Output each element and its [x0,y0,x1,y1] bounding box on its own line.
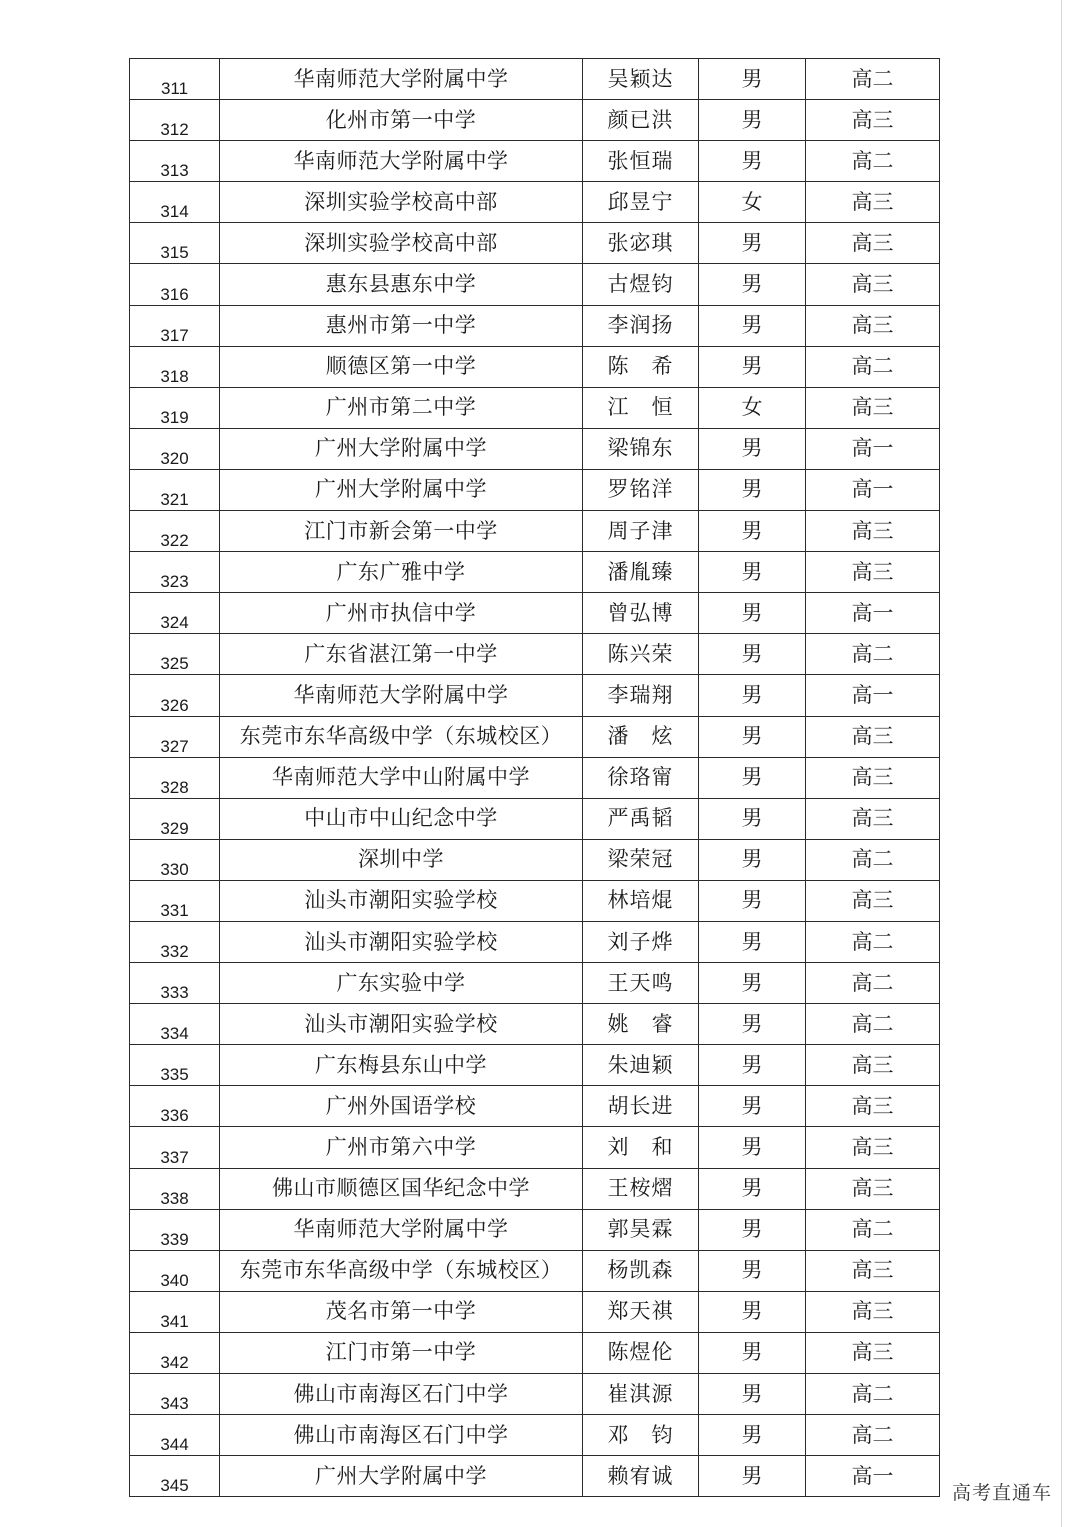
table-row [130,1374,940,1415]
grade-cell: 高二 [806,839,940,880]
student-name-cell: 王桉熠 [583,1168,699,1209]
student-name-cell: 梁锦东 [583,428,699,469]
grade-cell: 高三 [806,511,940,552]
student-name-cell: 陈兴荣 [583,634,699,675]
row-number-cell: 321 [130,469,220,510]
gender-cell: 男 [699,880,806,921]
row-number-cell: 314 [130,182,220,223]
grade-cell: 高二 [806,59,940,100]
table-row [130,1415,940,1456]
table-row [130,1086,940,1127]
school-name-cell: 顺德区第一中学 [220,346,583,387]
table-row [130,305,940,346]
gender-cell: 男 [699,552,806,593]
gender-cell: 男 [699,1209,806,1250]
student-name-cell: 陈 希 [583,346,699,387]
row-number-cell: 311 [130,59,220,100]
grade-cell: 高三 [806,1291,940,1332]
student-name-cell: 徐珞甯 [583,757,699,798]
school-name-cell: 东莞市东华高级中学（东城校区） [220,1250,583,1291]
gender-cell: 男 [699,716,806,757]
student-name-cell: 郭昊霖 [583,1209,699,1250]
grade-cell: 高三 [806,798,940,839]
gender-cell: 男 [699,1168,806,1209]
school-name-cell: 化州市第一中学 [220,100,583,141]
school-name-cell: 华南师范大学中山附属中学 [220,757,583,798]
gender-cell: 男 [699,921,806,962]
grade-cell: 高三 [806,223,940,264]
table-row [130,716,940,757]
grade-cell: 高一 [806,675,940,716]
gender-cell: 男 [699,511,806,552]
table-row [130,798,940,839]
table-row [130,1332,940,1373]
school-name-cell: 茂名市第一中学 [220,1291,583,1332]
table-row [130,59,940,100]
student-name-cell: 吴颖达 [583,59,699,100]
school-name-cell: 东莞市东华高级中学（东城校区） [220,716,583,757]
grade-cell: 高一 [806,1456,940,1497]
row-number-cell: 333 [130,963,220,1004]
table-row [130,757,940,798]
gender-cell: 男 [699,634,806,675]
student-name-cell: 杨凯森 [583,1250,699,1291]
gender-cell: 男 [699,1045,806,1086]
school-name-cell: 佛山市南海区石门中学 [220,1374,583,1415]
gender-cell: 男 [699,305,806,346]
gender-cell: 男 [699,839,806,880]
grade-cell: 高三 [806,1086,940,1127]
gender-cell: 男 [699,1250,806,1291]
student-name-cell: 江 恒 [583,387,699,428]
row-number-cell: 317 [130,305,220,346]
school-name-cell: 江门市新会第一中学 [220,511,583,552]
row-number-cell: 340 [130,1250,220,1291]
row-number-cell: 316 [130,264,220,305]
school-name-cell: 汕头市潮阳实验学校 [220,1004,583,1045]
grade-cell: 高三 [806,387,940,428]
school-name-cell: 深圳实验学校高中部 [220,223,583,264]
gender-cell: 男 [699,675,806,716]
student-name-cell: 邓 钧 [583,1415,699,1456]
gender-cell: 男 [699,223,806,264]
school-name-cell: 中山市中山纪念中学 [220,798,583,839]
gender-cell: 男 [699,798,806,839]
school-name-cell: 深圳中学 [220,839,583,880]
table-row [130,223,940,264]
grade-cell: 高二 [806,141,940,182]
table-row [130,675,940,716]
school-name-cell: 佛山市顺德区国华纪念中学 [220,1168,583,1209]
gender-cell: 男 [699,963,806,1004]
row-number-cell: 334 [130,1004,220,1045]
row-number-cell: 330 [130,839,220,880]
school-name-cell: 深圳实验学校高中部 [220,182,583,223]
school-name-cell: 广州市执信中学 [220,593,583,634]
row-number-cell: 315 [130,223,220,264]
gender-cell: 女 [699,387,806,428]
grade-cell: 高一 [806,469,940,510]
grade-cell: 高二 [806,1209,940,1250]
student-name-cell: 邱昱宁 [583,182,699,223]
row-number-cell: 318 [130,346,220,387]
school-name-cell: 广东梅县东山中学 [220,1045,583,1086]
gender-cell: 男 [699,346,806,387]
row-number-cell: 332 [130,921,220,962]
grade-cell: 高二 [806,346,940,387]
gender-cell: 男 [699,428,806,469]
student-name-cell: 张恒瑞 [583,141,699,182]
gender-cell: 男 [699,100,806,141]
gender-cell: 男 [699,593,806,634]
row-number-cell: 343 [130,1374,220,1415]
table-row [130,593,940,634]
grade-cell: 高一 [806,428,940,469]
row-number-cell: 335 [130,1045,220,1086]
table-row [130,1045,940,1086]
gender-cell: 男 [699,141,806,182]
grade-cell: 高三 [806,100,940,141]
school-name-cell: 汕头市潮阳实验学校 [220,880,583,921]
row-number-cell: 320 [130,428,220,469]
row-number-cell: 319 [130,387,220,428]
row-number-cell: 331 [130,880,220,921]
table-row [130,469,940,510]
grade-cell: 高一 [806,593,940,634]
table-row [130,1250,940,1291]
roster-body [130,59,940,1497]
student-name-cell: 李润扬 [583,305,699,346]
row-number-cell: 342 [130,1332,220,1373]
row-number-cell: 341 [130,1291,220,1332]
row-number-cell: 327 [130,716,220,757]
gender-cell: 女 [699,182,806,223]
table-row [130,182,940,223]
gender-cell: 男 [699,1415,806,1456]
row-number-cell: 323 [130,552,220,593]
gender-cell: 男 [699,59,806,100]
student-name-cell: 郑天祺 [583,1291,699,1332]
student-name-cell: 刘子烨 [583,921,699,962]
row-number-cell: 328 [130,757,220,798]
gender-cell: 男 [699,1086,806,1127]
table-row [130,880,940,921]
table-row [130,1209,940,1250]
school-name-cell: 广州大学附属中学 [220,1456,583,1497]
grade-cell: 高三 [806,264,940,305]
grade-cell: 高三 [806,1168,940,1209]
school-name-cell: 广州市第六中学 [220,1127,583,1168]
grade-cell: 高三 [806,757,940,798]
table-row [130,1127,940,1168]
gender-cell: 男 [699,1291,806,1332]
student-name-cell: 崔淇源 [583,1374,699,1415]
grade-cell: 高二 [806,1415,940,1456]
row-number-cell: 322 [130,511,220,552]
table-row [130,346,940,387]
table-row [130,264,940,305]
gender-cell: 男 [699,1332,806,1373]
grade-cell: 高三 [806,1045,940,1086]
school-name-cell: 广州大学附属中学 [220,469,583,510]
school-name-cell: 华南师范大学附属中学 [220,675,583,716]
table-row [130,100,940,141]
row-number-cell: 313 [130,141,220,182]
roster-table [129,58,940,1497]
school-name-cell: 广东广雅中学 [220,552,583,593]
school-name-cell: 江门市第一中学 [220,1332,583,1373]
gender-cell: 男 [699,264,806,305]
school-name-cell: 惠州市第一中学 [220,305,583,346]
student-name-cell: 刘 和 [583,1127,699,1168]
student-name-cell: 朱迪颖 [583,1045,699,1086]
grade-cell: 高三 [806,1127,940,1168]
table-row [130,1004,940,1045]
grade-cell: 高二 [806,1004,940,1045]
school-name-cell: 广东实验中学 [220,963,583,1004]
row-number-cell: 345 [130,1456,220,1497]
grade-cell: 高二 [806,921,940,962]
row-number-cell: 339 [130,1209,220,1250]
student-name-cell: 李瑞翔 [583,675,699,716]
student-name-cell: 周子津 [583,511,699,552]
row-number-cell: 324 [130,593,220,634]
grade-cell: 高三 [806,1332,940,1373]
student-name-cell: 王天鸣 [583,963,699,1004]
grade-cell: 高三 [806,305,940,346]
student-name-cell: 陈煜伦 [583,1332,699,1373]
student-name-cell: 严禹韬 [583,798,699,839]
row-number-cell: 344 [130,1415,220,1456]
grade-cell: 高三 [806,182,940,223]
school-name-cell: 广东省湛江第一中学 [220,634,583,675]
grade-cell: 高二 [806,1374,940,1415]
row-number-cell: 325 [130,634,220,675]
table-row [130,963,940,1004]
gender-cell: 男 [699,1456,806,1497]
table-row [130,1291,940,1332]
student-name-cell: 姚 睿 [583,1004,699,1045]
table-row [130,1168,940,1209]
school-name-cell: 佛山市南海区石门中学 [220,1415,583,1456]
row-number-cell: 329 [130,798,220,839]
gender-cell: 男 [699,757,806,798]
gender-cell: 男 [699,1374,806,1415]
table-row [130,1456,940,1497]
student-name-cell: 赖宥诚 [583,1456,699,1497]
student-name-cell: 曾弘博 [583,593,699,634]
gender-cell: 男 [699,469,806,510]
school-name-cell: 广州市第二中学 [220,387,583,428]
table-row [130,387,940,428]
school-name-cell: 广州大学附属中学 [220,428,583,469]
student-name-cell: 张宓琪 [583,223,699,264]
table-row [130,511,940,552]
table-row [130,428,940,469]
student-name-cell: 颜已洪 [583,100,699,141]
student-name-cell: 潘 炫 [583,716,699,757]
table-row [130,921,940,962]
student-name-cell: 罗铭洋 [583,469,699,510]
school-name-cell: 惠东县惠东中学 [220,264,583,305]
student-name-cell: 潘胤臻 [583,552,699,593]
school-name-cell: 华南师范大学附属中学 [220,1209,583,1250]
row-number-cell: 338 [130,1168,220,1209]
table-row [130,634,940,675]
row-number-cell: 337 [130,1127,220,1168]
student-name-cell: 胡长进 [583,1086,699,1127]
grade-cell: 高三 [806,552,940,593]
gender-cell: 男 [699,1127,806,1168]
school-name-cell: 广州外国语学校 [220,1086,583,1127]
student-name-cell: 梁荣冠 [583,839,699,880]
row-number-cell: 312 [130,100,220,141]
grade-cell: 高三 [806,716,940,757]
table-row [130,141,940,182]
student-name-cell: 古煜钧 [583,264,699,305]
grade-cell: 高二 [806,963,940,1004]
watermark-text: 高考直通车 [951,1482,1052,1504]
grade-cell: 高三 [806,1250,940,1291]
row-number-cell: 326 [130,675,220,716]
grade-cell: 高二 [806,634,940,675]
row-number-cell: 336 [130,1086,220,1127]
school-name-cell: 汕头市潮阳实验学校 [220,921,583,962]
gender-cell: 男 [699,1004,806,1045]
grade-cell: 高三 [806,880,940,921]
school-name-cell: 华南师范大学附属中学 [220,141,583,182]
student-name-cell: 林培焜 [583,880,699,921]
school-name-cell: 华南师范大学附属中学 [220,59,583,100]
table-row [130,839,940,880]
table-row [130,552,940,593]
